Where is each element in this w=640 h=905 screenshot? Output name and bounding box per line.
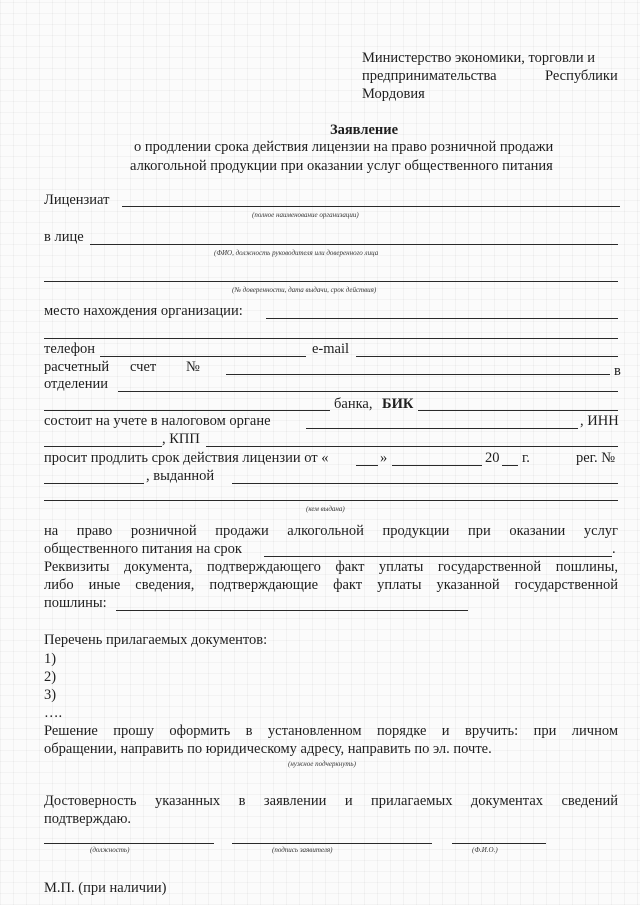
requisites-line-3: пошлины: <box>44 595 107 611</box>
recipient-line-2-left: предпринимательства <box>362 68 497 84</box>
name-caption: (Ф.И.О.) <box>472 846 498 854</box>
document-title: Заявление <box>329 122 399 138</box>
recipient-line-2-right: Республики <box>545 68 618 84</box>
document-subtitle-line-1: о продлении срока действия лицензии на право розничной продажи <box>134 139 554 155</box>
bank-label: банка, <box>334 396 373 412</box>
position-caption: (должность) <box>90 846 130 854</box>
inn-input-line[interactable] <box>44 446 162 447</box>
documents-item-3: 3) <box>44 687 57 703</box>
term-input-line[interactable] <box>264 556 612 557</box>
reg-number-label: рег. № <box>576 450 616 466</box>
extend-quote: » <box>380 450 388 466</box>
decision-line-1: Решение прошу оформить в установленном порядке и вручить: при личном <box>44 723 618 739</box>
issued-input-line[interactable] <box>232 483 618 484</box>
branch-label: отделении <box>44 376 108 392</box>
location-input-line-1[interactable] <box>266 318 618 319</box>
bik-input-line[interactable] <box>418 410 618 411</box>
licensee-input-line[interactable] <box>122 206 620 207</box>
account-label: расчетный <box>44 359 110 375</box>
applicant-signature-caption: (подпись заявителя) <box>272 846 333 854</box>
account-input-line[interactable] <box>226 374 610 375</box>
name-signature-line[interactable] <box>452 843 546 844</box>
decision-caption: (нужное подчеркнуть) <box>288 760 356 768</box>
right-text-line-1: на право розничной продажи алкогольной продукции при оказании услуг <box>44 523 618 539</box>
inn-label: , ИНН <box>580 413 619 429</box>
person-caption: (ФИО, должность руководителя или доверенного лица <box>214 249 379 257</box>
extend-year-line[interactable] <box>502 465 518 466</box>
account-mid-label: счет <box>130 359 157 375</box>
issued-input-line-2[interactable] <box>44 500 618 501</box>
email-label: e-mail <box>312 341 350 357</box>
tax-office-label: состоит на учете в налоговом органе <box>44 413 271 429</box>
stamp-label: М.П. (при наличии) <box>44 880 167 896</box>
extend-day-line[interactable] <box>356 465 378 466</box>
licensee-caption: (полное наименование организации) <box>252 211 359 219</box>
branch-input-line[interactable] <box>118 391 618 392</box>
person-label: в лице <box>44 229 84 245</box>
confirm-line-1: Достоверность указанных в заявлении и прилагаемых документах сведений <box>44 793 618 809</box>
documents-item-more: …. <box>44 705 63 721</box>
location-input-line-2[interactable] <box>44 338 618 339</box>
bik-label: БИК <box>382 396 414 412</box>
extend-year-prefix: 20 <box>485 450 500 466</box>
kpp-input-line[interactable] <box>206 446 618 447</box>
licensee-label: Лицензиат <box>44 192 110 208</box>
issued-caption: (кем выдана) <box>306 505 345 513</box>
proxy-caption: (№ доверенности, дата выдачи, срок действия) <box>232 286 377 294</box>
decision-line-2: обращении, направить по юридическому адресу, направить по эл. почте. <box>44 741 492 757</box>
requisites-input-line[interactable] <box>116 610 468 611</box>
email-input-line[interactable] <box>356 356 618 357</box>
applicant-signature-line[interactable] <box>232 843 432 844</box>
documents-item-2: 2) <box>44 669 57 685</box>
proxy-input-line[interactable] <box>44 281 618 282</box>
right-text-line-2: общественного питания на срок <box>44 541 242 557</box>
account-in-label: в <box>614 363 621 379</box>
account-number-sign: № <box>186 359 200 375</box>
document-subtitle-line-2: алкогольной продукции при оказании услуг общественного питания <box>130 158 553 174</box>
kpp-label: , КПП <box>162 431 200 447</box>
right-text-line-2-end: . <box>612 541 616 557</box>
tax-office-input-line[interactable] <box>306 428 578 429</box>
extend-year-suffix: г. <box>522 450 530 466</box>
bank-input-line[interactable] <box>44 410 330 411</box>
confirm-line-2: подтверждаю. <box>44 811 132 827</box>
requisites-line-1: Реквизиты документа, подтверждающего факт уплаты государственной пошлины, <box>44 559 618 575</box>
recipient-line-3: Мордовия <box>362 86 425 102</box>
requisites-line-2: либо иные сведения, подтверждающие факт уплаты указанной государственной <box>44 577 618 593</box>
documents-item-1: 1) <box>44 651 57 667</box>
recipient-line-1: Министерство экономики, торговли и <box>362 50 596 66</box>
person-input-line[interactable] <box>90 244 618 245</box>
phone-input-line[interactable] <box>100 356 306 357</box>
extend-month-line[interactable] <box>392 465 482 466</box>
location-label: место нахождения организации: <box>44 303 243 319</box>
documents-header: Перечень прилагаемых документов: <box>44 632 268 648</box>
issued-label: , выданной <box>146 468 215 484</box>
position-signature-line[interactable] <box>44 843 214 844</box>
extend-label: просит продлить срок действия лицензии от « <box>44 450 329 466</box>
reg-number-input-line[interactable] <box>44 483 144 484</box>
phone-label: телефон <box>44 341 96 357</box>
